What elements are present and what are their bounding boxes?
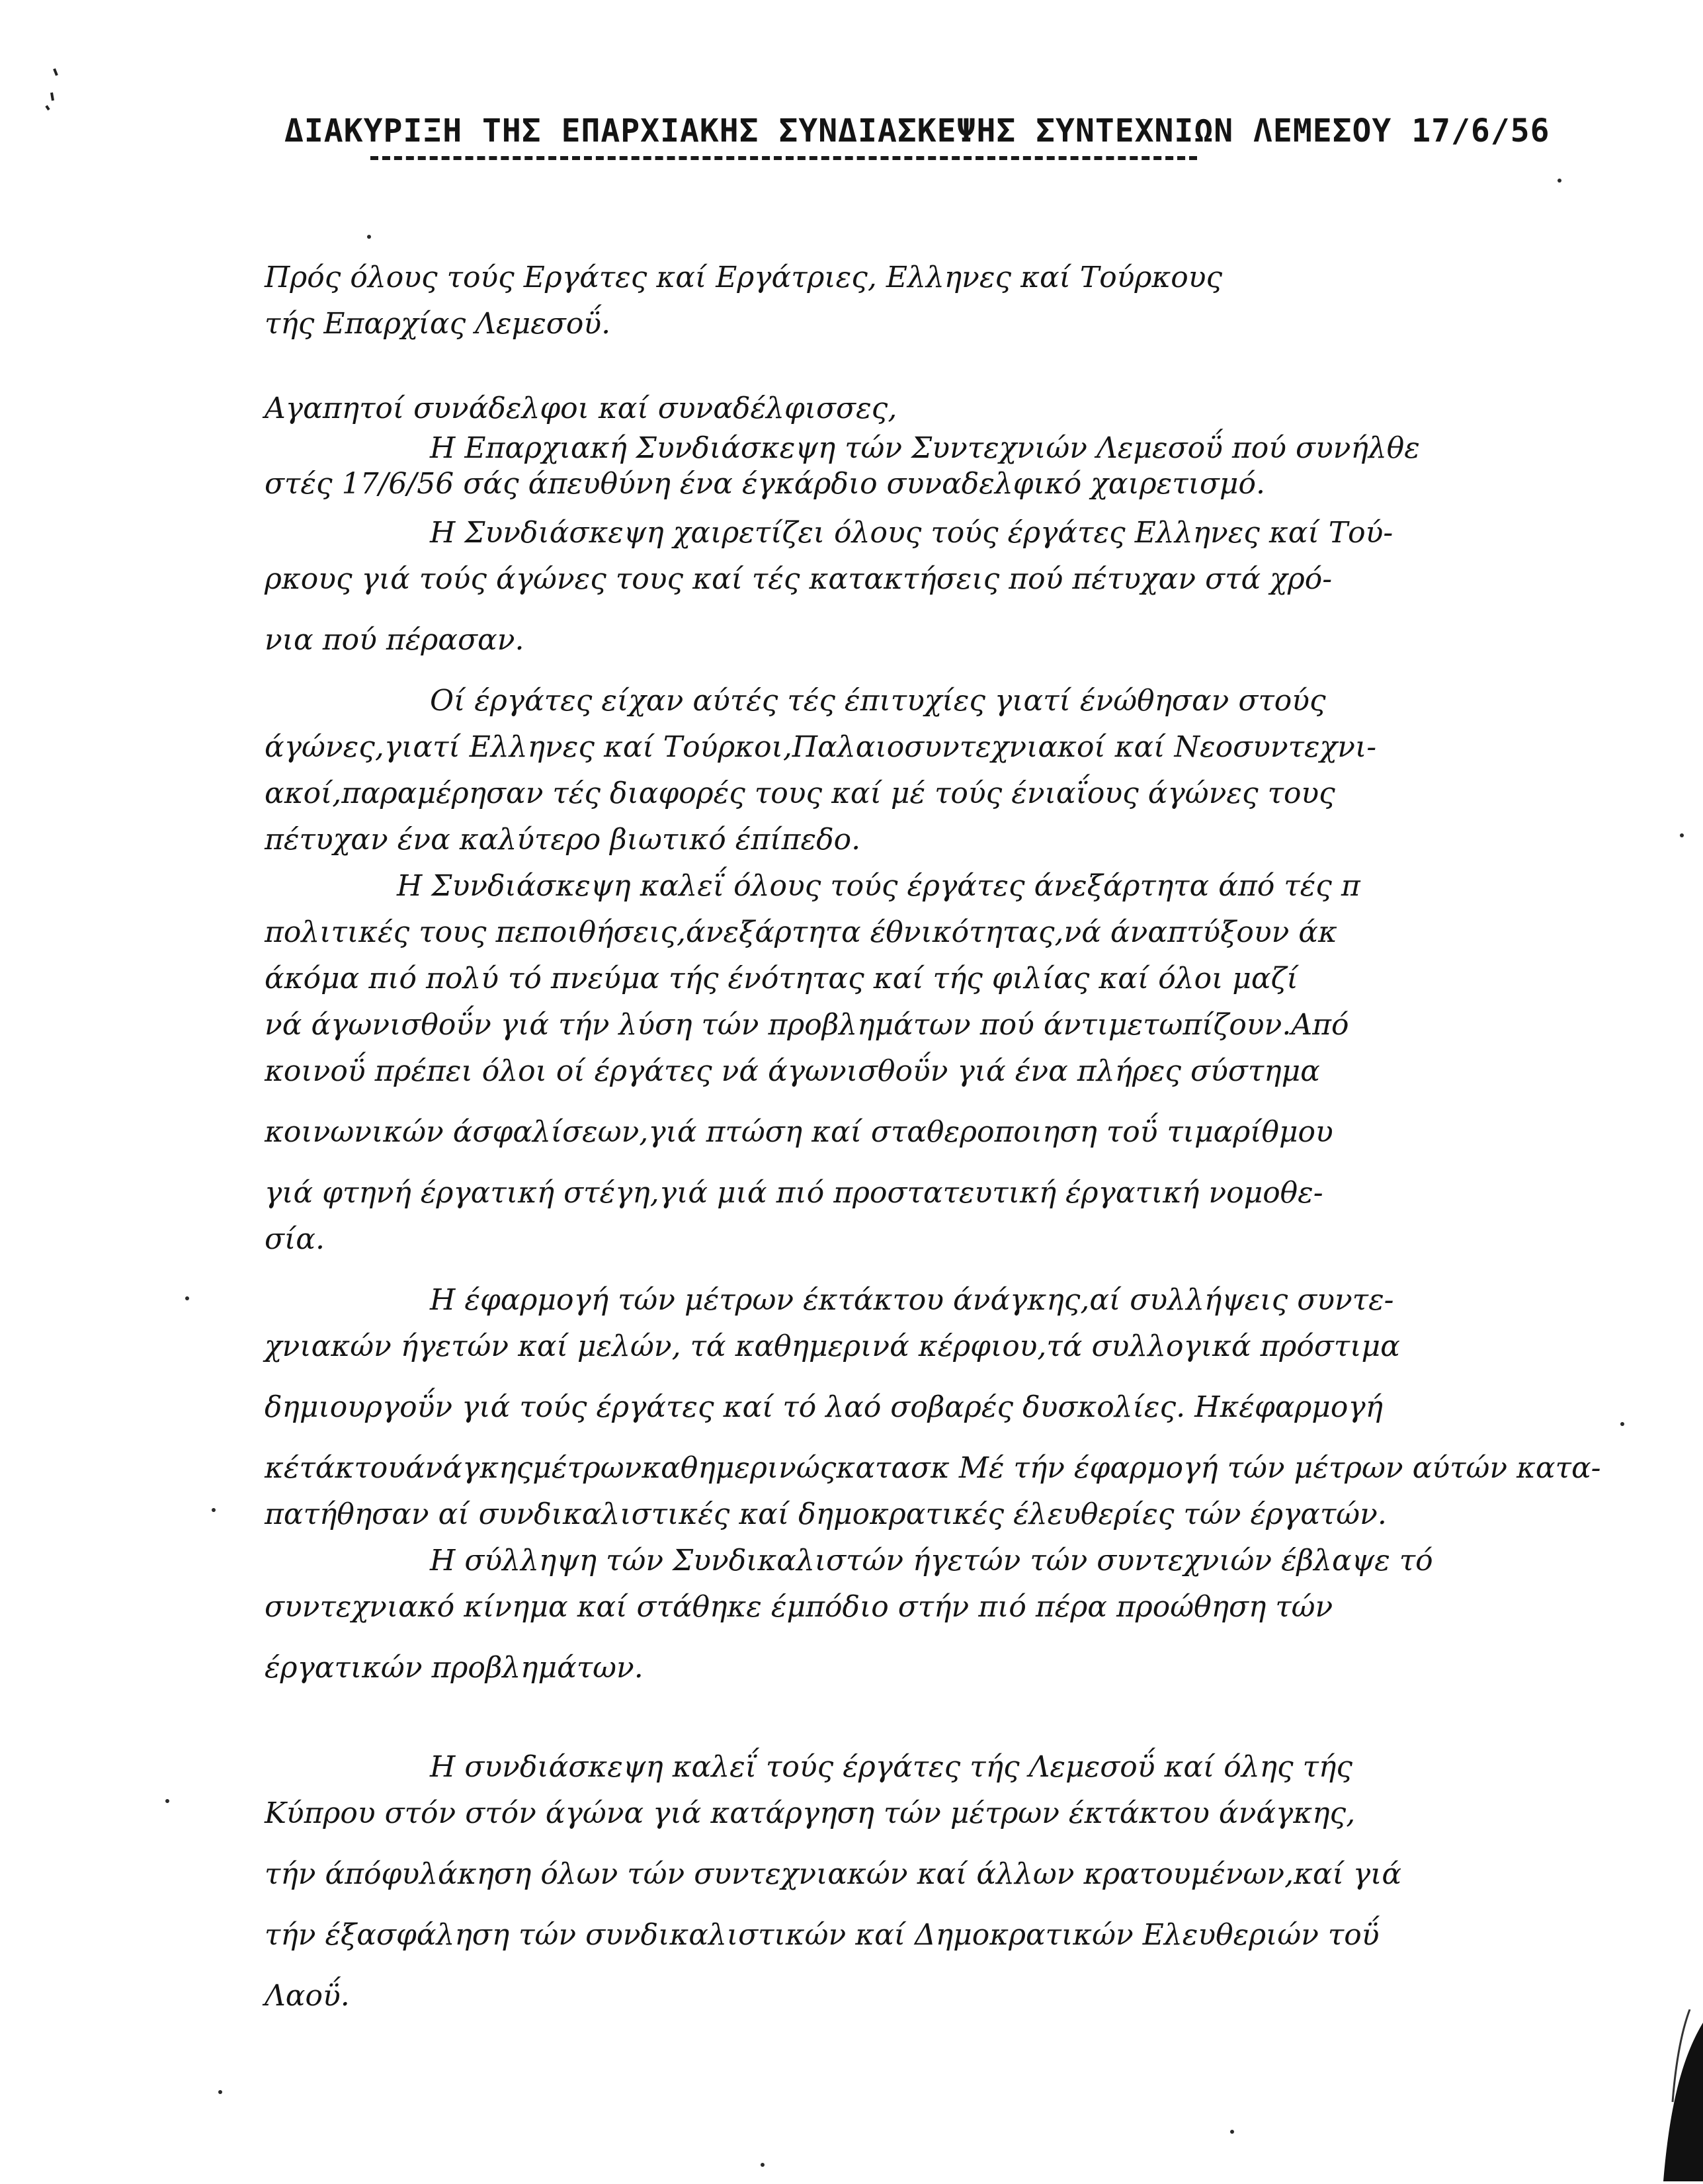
body-line: στές 17/6/56 σάς άπευθύνη ένα έγκάρδιο συναδελφικό χαιρετισμό. [265, 467, 1265, 501]
body-line: τήν άπόφυλάκηση όλων τών συντεχνιακών καί άλλων κρατουμένων,καί γιά [265, 1857, 1402, 1891]
body-line: ακοί,παραμέρησαν τές διαφορές τους καί μέ τούς ένιαΐους άγώνες τους [265, 777, 1335, 810]
scan-speck [1680, 833, 1684, 837]
scan-speck [1230, 2130, 1234, 2134]
scan-speck [212, 1508, 216, 1512]
body-line: κοινωνικών άσφαλίσεων,γιά πτώση καί σταθεροποιηση τοΰ τιμαρίθμου [265, 1115, 1333, 1149]
body-line: Η συνδιάσκεψη καλεΐ τούς έργάτες τής Λεμεσοΰ καί όλης τής [430, 1750, 1352, 1784]
document-title: ΔΙΑΚΥΡΙΞΗ ΤΗΣ ΕΠΑΡΧΙΑΚΗΣ ΣΥΝΔΙΑΣΚΕΨΗΣ ΣΥΝΤΕΧΝΙΩΝ ΛΕΜΕΣΟΥ 17/6/56 [284, 112, 1550, 149]
body-line: άκόμα πιό πολύ τό πνεύμα τής ένότητας καί τής φιλίας καί όλοι μαζί [265, 962, 1298, 995]
salutation-line: Πρός όλους τούς Εργάτες καί Εργάτριες, Ελληνες καί Τούρκους [265, 261, 1223, 294]
body-line: Η σύλληψη τών Συνδικαλιστών ήγετών τών συντεχνιών έβλαψε τό [430, 1544, 1433, 1577]
body-line: συντεχνιακό κίνημα καί στάθηκε έμπόδιο στήν πιό πέρα προώθηση τών [265, 1590, 1333, 1624]
body-line: Η Συνδιάσκεψη χαιρετίζει όλους τούς έργάτες Ελληνες καί Τού- [430, 516, 1393, 550]
body-line: Λαοΰ. [265, 1979, 350, 2013]
title-underline [370, 156, 1197, 160]
greeting-line: Αγαπητοί συνάδελφοι καί συναδέλφισσες, [265, 392, 897, 425]
body-line: ρκους γιά τούς άγώνες τους καί τές κατακτήσεις πού πέτυχαν στά χρό- [265, 562, 1333, 596]
salutation-line: τής Επαρχίας Λεμεσοΰ. [265, 307, 611, 341]
body-line: Κύπρου στόν στόν άγώνα γιά κατάργηση τών μέτρων έκτάκτου άνάγκης, [265, 1796, 1356, 1830]
body-line: δημιουργοΰν γιά τούς έργάτες καί τό λαό σοβαρές δυσκολίες. Ηκέφαρμογή [265, 1390, 1384, 1424]
scan-speck [185, 1296, 189, 1300]
body-line: πολιτικές τους πεποιθήσεις,άνεξάρτητα έθνικότητας,νά άναπτύξουν άκ [265, 915, 1337, 949]
body-line: έργατικών προβλημάτων. [265, 1651, 644, 1685]
body-line: άγώνες,γιατί Ελληνες καί Τούρκοι,Παλαιοσυντεχνιακοί καί Νεοσυντεχνι- [265, 730, 1377, 764]
body-line: Η Επαρχιακή Συνδιάσκεψη τών Συντεχνιών Λεμεσοΰ πού συνήλθε [430, 431, 1420, 465]
body-line: Η Συνδιάσκεψη καλεΐ όλους τούς έργάτες άνεξάρτητα άπό τές π [397, 869, 1360, 903]
body-line: τήν έξασφάληση τών συνδικαλιστικών καί Δημοκρατικών Ελευθεριών τοΰ [265, 1918, 1380, 1952]
body-line: Η έφαρμογή τών μέτρων έκτάκτου άνάγκης,αί συλλήψεις συντε- [430, 1283, 1394, 1317]
scan-speck [761, 2163, 765, 2167]
page-edge-shadow [1643, 2009, 1703, 2181]
margin-mark [40, 66, 66, 119]
scan-speck [367, 235, 371, 239]
document-body [265, 255, 1660, 2034]
body-line: νά άγωνισθοΰν γιά τήν λύση τών προβλημάτων πού άντιμετωπίζουν.Από [265, 1008, 1349, 1042]
struck-through-line: κέτάκτουάνάγκηςμέτρωνκαθημερινώςκατασκ Μέ τήν έφαρμογή τών μέτρων αύτών κατα- [265, 1451, 1601, 1485]
body-line: νια πού πέρασαν. [265, 623, 524, 657]
body-line: γιά φτηνή έργατική στέγη,γιά μιά πιό προστατευτική έργατική νομοθε- [265, 1176, 1323, 1210]
scan-speck [1558, 179, 1561, 183]
body-line: πέτυχαν ένα καλύτερο βιωτικό έπίπεδο. [265, 823, 861, 857]
scan-speck [165, 1799, 169, 1803]
body-line: κοινοΰ πρέπει όλοι οί έργάτες νά άγωνισθοΰν γιά ένα πλήρες σύστημα [265, 1054, 1320, 1088]
scan-speck [1620, 1422, 1624, 1426]
body-line: Οί έργάτες είχαν αύτές τές έπιτυχίες γιατί ένώθησαν στούς [430, 684, 1326, 718]
body-line: πατήθησαν αί συνδικαλιστικές καί δημοκρατικές έλευθερίες τών έργατών. [265, 1497, 1387, 1531]
body-line: χνιακών ήγετών καί μελών, τά καθημερινά κέρφιου,τά συλλογικά πρόστιμα [265, 1329, 1400, 1363]
body-line: σία. [265, 1222, 325, 1256]
scan-speck [218, 2090, 222, 2094]
